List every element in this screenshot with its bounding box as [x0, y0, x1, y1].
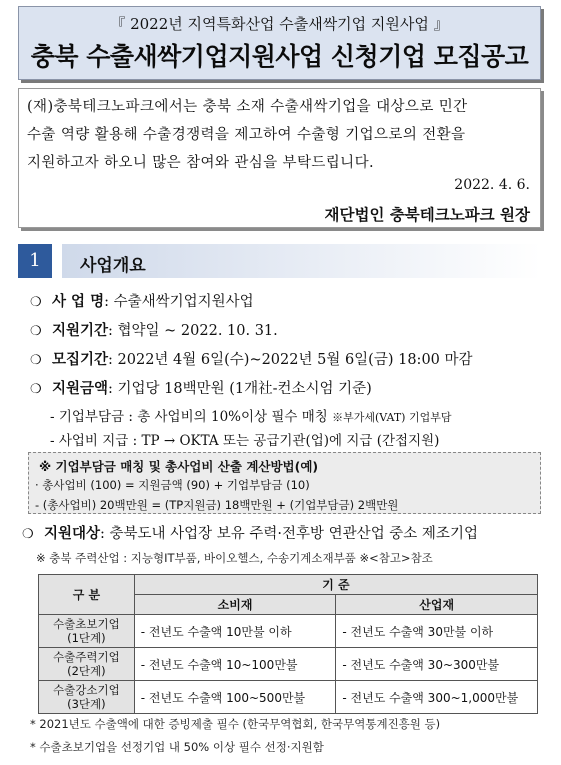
- table-header-category: 구 분: [39, 575, 135, 615]
- bullet-circle-icon: ❍: [22, 527, 34, 542]
- sub-text: - 기업부담금 : 총 사업비의 10%이상 필수 매칭: [50, 409, 328, 425]
- row-category: [39, 615, 135, 648]
- notice-title: 충북 수출새싹기업지원사업 신청기업 모집공고: [30, 42, 529, 71]
- table-row: [39, 615, 538, 648]
- notice-signature: 재단법인 충북테크노파크 원장: [324, 206, 530, 224]
- table-header-industrial: 산업재: [336, 595, 538, 615]
- section-title-bar: [62, 244, 541, 278]
- overview-item-period: [30, 319, 278, 340]
- table-header-criteria: 기 준: [134, 575, 537, 595]
- category-stage: (1단계): [67, 631, 106, 645]
- section-number: 1: [18, 244, 52, 278]
- bullet-circle-icon: ❍: [30, 324, 42, 339]
- title-banner: [18, 6, 541, 80]
- vat-note: ※부가세(VAT) 기업부담: [332, 411, 452, 424]
- intro-line: 수출 역량 활용해 수출경쟁력을 제고하여 수출형 기업으로의 전환을: [27, 127, 466, 143]
- section-title: 사업개요: [80, 256, 146, 276]
- row-category: [39, 648, 135, 681]
- row-industrial: - 전년도 수출액 30만불 이하: [336, 615, 538, 648]
- bullet-circle-icon: ❍: [30, 382, 42, 397]
- item-value: : 충북도내 사업장 보유 주력·전후방 연관산업 중소 제조기업: [100, 526, 478, 542]
- amount-sub-matching: [50, 405, 451, 425]
- intro-line: 지원하고자 하오니 많은 참여와 관심을 부탁드립니다.: [27, 155, 375, 171]
- row-consumer: - 전년도 수출액 10~100만불: [134, 648, 336, 681]
- amount-sub-payment: - 사업비 지급 : TP → OKTA 또는 공급기관(업)에 지급 (간접지원): [50, 433, 440, 449]
- item-value: : 수출새싹기업지원사업: [104, 294, 254, 310]
- row-industrial: - 전년도 수출액 300~1,000만불: [336, 681, 538, 714]
- intro-paragraph: [27, 93, 532, 177]
- item-value: : 협약일 ~ 2022. 10. 31.: [108, 323, 278, 339]
- bullet-circle-icon: ❍: [30, 295, 42, 310]
- intro-line: (재)충북테크노파크에서는 충북 소재 수출새싹기업을 대상으로 민간: [27, 99, 468, 115]
- item-value: : 2022년 4월 6일(수)~2022년 5월 6일(금) 18:00 마감: [108, 352, 473, 368]
- calc-title: ※ 기업부담금 매칭 및 총사업비 산출 계산방법(예): [39, 459, 319, 474]
- row-consumer: - 전년도 수출액 100~500만불: [134, 681, 336, 714]
- bullet-circle-icon: ❍: [30, 353, 42, 368]
- calculation-box: [28, 452, 541, 514]
- row-consumer: - 전년도 수출액 10만불 이하: [134, 615, 336, 648]
- intro-box: [18, 88, 541, 228]
- item-value: : 기업당 18백만원 (1개社-컨소시엄 기준): [108, 381, 372, 397]
- table-row: [39, 681, 538, 714]
- category-stage: (2단계): [67, 664, 106, 678]
- notice-date: 2022. 4. 6.: [454, 177, 530, 193]
- item-label: 사 업 명: [52, 293, 105, 310]
- table-header-consumer: 소비재: [134, 595, 336, 615]
- calc-line: · 총사업비 (100) = 지원금액 (90) + 기업부담금 (10): [35, 478, 310, 492]
- category-name: 수출주력기업: [53, 650, 120, 664]
- row-category: [39, 681, 135, 714]
- row-industrial: - 전년도 수출액 30~300만불: [336, 648, 538, 681]
- overview-item-name: [30, 290, 254, 311]
- item-label: 지원대상: [44, 525, 101, 542]
- target-note: ※ 충북 주력산업 : 지능형IT부품, 바이오헬스, 수송기계소재부품 ※<참고>참조: [36, 551, 433, 565]
- category-stage: (3단계): [67, 697, 106, 711]
- category-name: 수출초보기업: [53, 617, 120, 631]
- item-label: 모집기간: [52, 351, 109, 368]
- category-name: 수출강소기업: [53, 683, 120, 697]
- footnote-evidence: * 2021년도 수출액에 대한 증빙제출 필수 (한국무역협회, 한국무역통계진흥원 등): [30, 717, 441, 731]
- calc-line: - (총사업비) 20백만원 = (TP지원금) 18백만원 + (기업부담금) 2백만원: [35, 498, 399, 512]
- overview-item-recruit: [30, 348, 473, 369]
- overview-item-target: [22, 522, 478, 543]
- section-header: [18, 244, 541, 278]
- overview-item-amount: [30, 377, 372, 398]
- item-label: 지원기간: [52, 322, 109, 339]
- item-label: 지원금액: [52, 380, 109, 397]
- criteria-table: [38, 574, 538, 714]
- notice-subtitle: 『 2022년 지역특화산업 수출새싹기업 지원사업 』: [110, 15, 449, 33]
- footnote-selection: * 수출초보기업을 선정기업 내 50% 이상 필수 선정·지원함: [30, 740, 324, 754]
- table-row: [39, 648, 538, 681]
